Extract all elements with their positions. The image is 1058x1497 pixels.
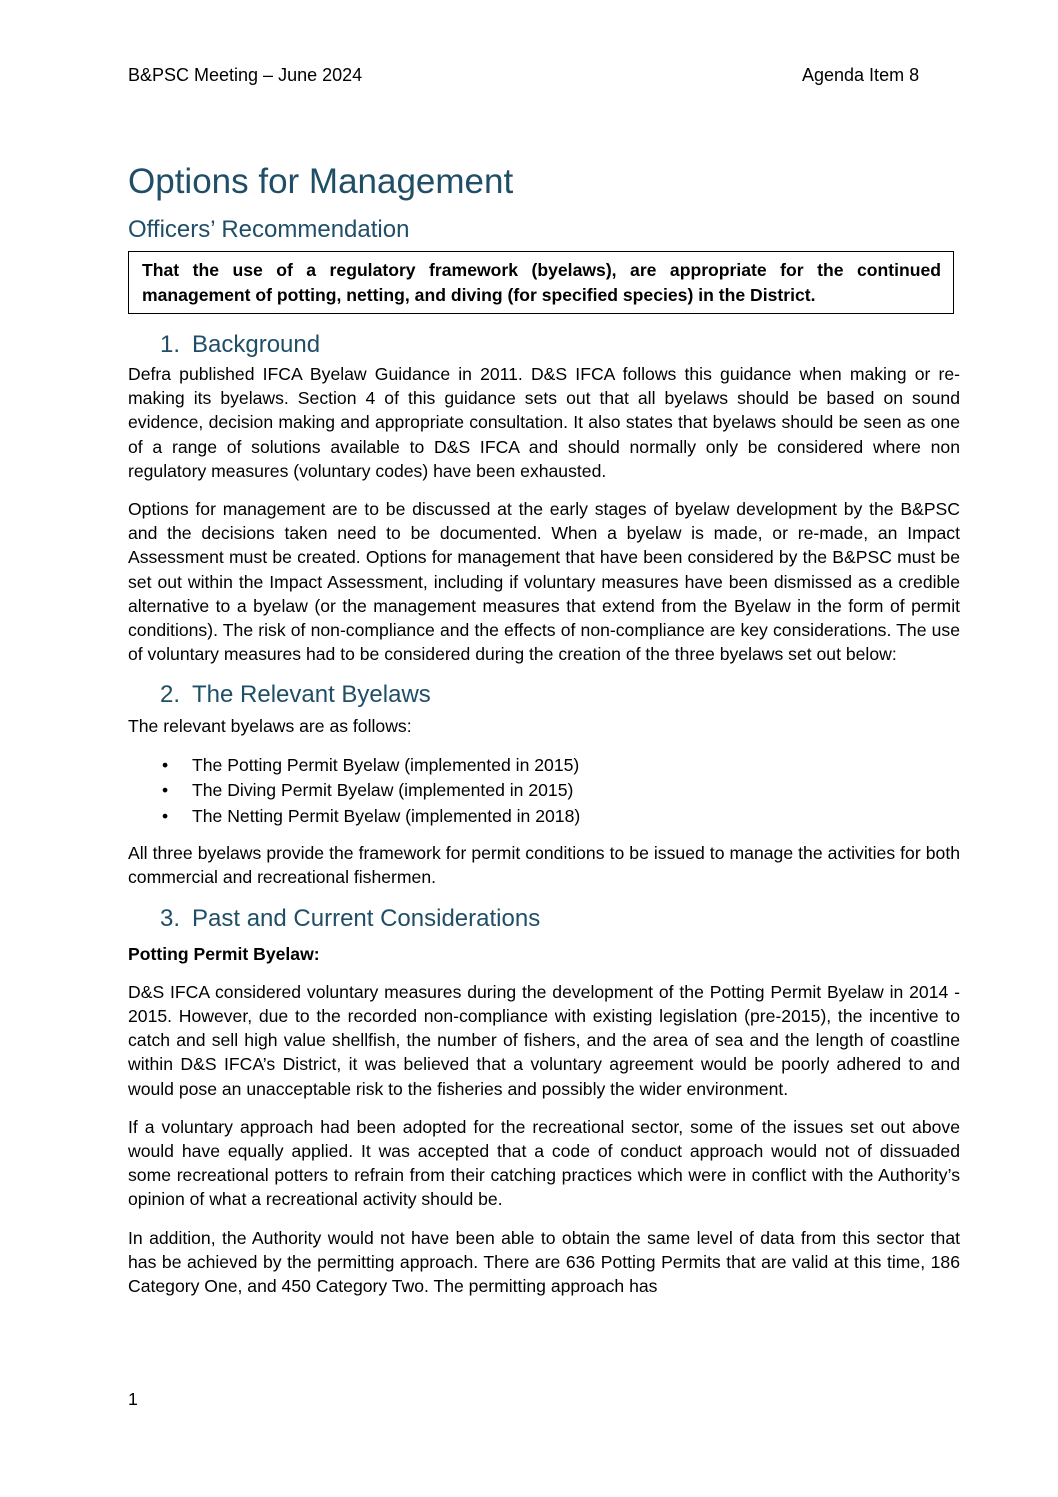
list-item: • The Diving Permit Byelaw (implemented in 2015)	[128, 778, 960, 804]
section-heading-background	[128, 330, 960, 360]
paragraph: Options for management are to be discussed at the early stages of byelaw development by the B&PSC and the decisions taken need to be documented. When a byelaw is made, or re-made, an Impact Assessment must be created. Options for management that have been considered by the B&PSC must be set out within the Impact Assessment, including if voluntary measures have been dismissed as a credible alternative to a byelaw (or the management measures that extend from the Byelaw in the form of permit conditions). The risk of non-compliance and the effects of non-compliance are key considerations. The use of voluntary measures had to be considered during the creation of the three byelaws set out below:	[128, 499, 960, 665]
section-heading-considerations	[128, 904, 960, 934]
section-heading-relevant-byelaws	[128, 680, 960, 710]
recommendation-box: That the use of a regulatory framework (byelaws), are appropriate for the continued management of potting, netting, and diving (for specified species) in the District.	[128, 251, 954, 314]
paragraph: D&S IFCA considered voluntary measures during the development of the Potting Permit Byelaw in 2014 - 2015. However, due to the recorded non-compliance with existing legislation (pre-2015), the incentive to catch and sell high value shellfish, the number of fishers, and the area of sea and the length of coastline within D&S IFCA’s District, it was believed that a voluntary agreement would be poorly adhered to and would pose an unacceptable risk to the fisheries and possibly the wider environment.	[128, 981, 960, 1099]
list-item: • The Netting Permit Byelaw (implemented in 2018)	[128, 804, 960, 830]
section-number: 3.	[160, 904, 181, 932]
subsection-label: Potting Permit Byelaw:	[128, 943, 320, 964]
section-title: Background	[192, 331, 321, 358]
paragraph: If a voluntary approach had been adopted for the recreational sector, some of the issues set out above would have equally applied. It was accepted that a code of conduct approach would not of dissuaded some recreational potters to refrain from their catching practices which were in conflict with the Authority’s opinion of what a recreational activity should be.	[128, 1116, 960, 1210]
header-meeting: B&PSC Meeting – June 2024	[128, 65, 363, 85]
paragraph: In addition, the Authority would not have been able to obtain the same level of data from this sector that has be achieved by the permitting approach. There are 636 Potting Permits that are valid at this time, 186 Category One, and 450 Category Two. The permitting approach has	[128, 1227, 960, 1296]
paragraph: All three byelaws provide the framework for permit conditions to be issued to manage the activities for both commercial and recreational fishermen.	[128, 843, 960, 888]
page-number: 1	[128, 1389, 138, 1409]
page-title: Options for Management	[128, 162, 514, 201]
section-title: Past and Current Considerations	[192, 904, 541, 932]
page-subtitle: Officers’ Recommendation	[128, 216, 410, 243]
paragraph: Defra published IFCA Byelaw Guidance in 2011. D&S IFCA follows this guidance when making or re-making its byelaws. Section 4 of this guidance sets out that all byelaws should be based on sound evidence, decision making and appropriate consultation. It also states that byelaws should be seen as one of a range of solutions available to D&S IFCA and should normally only be considered where non regulatory measures (voluntary codes) have been exhausted.	[128, 364, 960, 481]
list-item: • The Potting Permit Byelaw (implemented in 2015)	[128, 753, 960, 779]
byelaw-list	[128, 753, 960, 830]
paragraph: The relevant byelaws are as follows:	[128, 716, 412, 737]
section-title: The Relevant Byelaws	[192, 681, 431, 709]
header-agenda-item: Agenda Item 8	[802, 65, 920, 85]
section-number: 2.	[160, 681, 181, 709]
section-number: 1.	[160, 331, 181, 358]
page-content	[128, 160, 960, 1298]
